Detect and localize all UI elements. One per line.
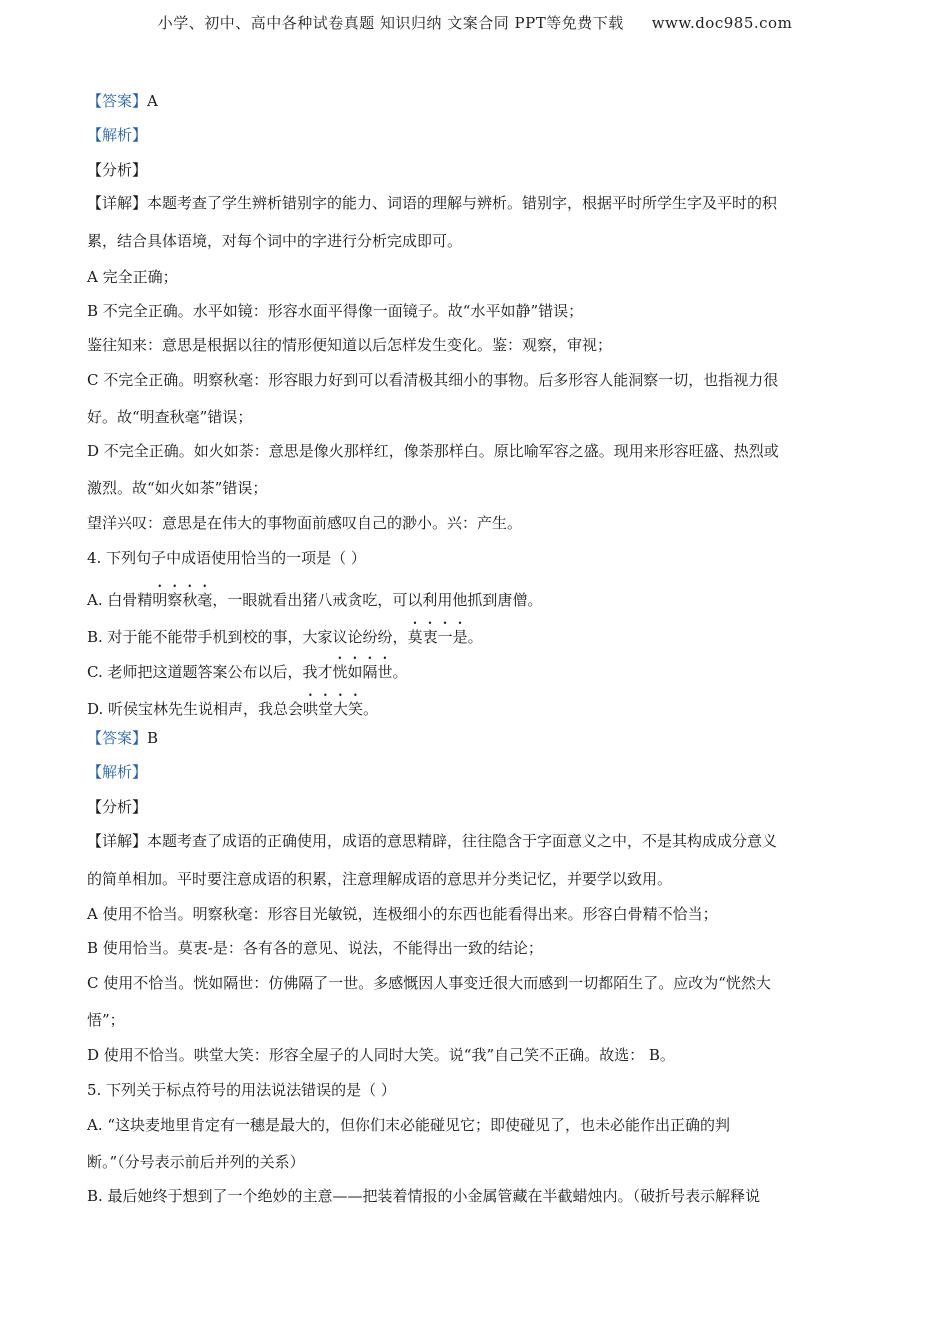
option-text: 。: [363, 700, 379, 718]
answer-line: [87, 90, 158, 111]
option-text: 。: [392, 663, 408, 681]
q5-option-a: A. “这块麦地里肯定有一穗是最大的，但你们末必能碰见它；即使碰见了，也未必能作出正确的判: [87, 1116, 731, 1134]
option-text: B. 对于能不能带手机到校的事，大家议论纷纷，: [87, 628, 408, 646]
analysis-tag-4: 【解析】: [87, 763, 148, 781]
explain4-a: A 使用不恰当。明察秋毫：形容目光敏锐，连极细小的东西也能看得出来。形容白骨精不恰当；: [87, 905, 718, 923]
option-a: [87, 582, 542, 610]
detail-text: 本题考查了学生辨析错别字的能力、词语的理解与辨析。错别字，根据平时所学生字及平时的积: [147, 194, 778, 212]
option-text: 。: [467, 628, 483, 646]
option-c: [87, 654, 408, 682]
detail-line-4: [87, 830, 777, 851]
option-d: [87, 691, 378, 719]
explain4-b: B 使用恰当。莫衷-是：各有各的意见、说法，不能得出一致的结论；: [87, 939, 543, 957]
q5-option-b: B. 最后她终于想到了一个绝妙的主意——把装着情报的小金属管藏在半截蜡烛内。（破折号表示解释说: [87, 1187, 761, 1205]
explain4-c2: 悟”；: [87, 1011, 125, 1029]
fenxi-tag-4: 【分析】: [87, 798, 148, 816]
explain-d3: 望洋兴叹：意思是在伟大的事物面前感叹自己的渺小。兴：产生。: [87, 514, 523, 532]
explain-d1: D 不完全正确。如火如荼：意思是像火那样红，像荼那样白。原比喻军容之盛。现用来形容旺盛、热烈或: [87, 442, 779, 460]
explain-c2: 好。故“明查秋毫”错误；: [87, 408, 253, 426]
explain-b2: 鉴往知来：意思是根据以往的情形便知道以后怎样发生变化。鉴：观察，审视；: [87, 336, 613, 354]
header-site: www.doc985.com: [651, 14, 793, 32]
detail-tag: 【详解】: [87, 194, 148, 212]
option-text: C. 老师把这道题答案公布以后，我才: [87, 663, 333, 681]
emphasized-idiom: 哄堂大笑: [303, 700, 364, 718]
option-text: A. 白骨精: [87, 591, 153, 609]
option-text: D. 听侯宝林先生说相声，我总会: [87, 700, 304, 718]
explain-c1: C 不完全正确。明察秋毫：形容眼力好到可以看清极其细小的事物。后多形容人能洞察一切，也指视力很: [87, 371, 779, 389]
detail-line-2: 累，结合具体语境，对每个词中的字进行分析完成即可。: [87, 232, 463, 250]
explain-a: A 完全正确；: [87, 268, 178, 286]
explain-d2: 激烈。故“如火如茶”错误；: [87, 479, 268, 497]
emphasized-idiom: 恍如隔世: [332, 663, 393, 681]
option-text: ，一眼就看出猪八戒贪吃，可以利用他抓到唐僧。: [212, 591, 543, 609]
page-header: [0, 12, 950, 33]
analysis-tag: 【解析】: [87, 126, 148, 144]
answer-value: B: [147, 729, 159, 747]
explain4-c1: C 使用不恰当。恍如隔世：仿佛隔了一世。多感慨因人事变迁很大而感到一切都陌生了。应改为“恍然大: [87, 974, 771, 992]
emphasized-idiom: 明察秋毫: [152, 591, 213, 609]
emphasized-idiom: 莫衷一是: [407, 628, 468, 646]
header-text: 小学、初中、高中各种试卷真题 知识归纳 文案合同 PPT等免费下载: [157, 14, 624, 32]
answer-line-4: [87, 727, 158, 748]
q5-option-a-cont: 断。”（分号表示前后并列的关系）: [87, 1153, 305, 1171]
question-4-stem: 4. 下列句子中成语使用恰当的一项是（ ）: [87, 549, 366, 567]
detail-text: 本题考查了成语的正确使用，成语的意思精辟，往往隐含于字面意义之中，不是其构成成分意义: [147, 832, 778, 850]
answer-tag: 【答案】: [87, 92, 148, 110]
question-5-stem: 5. 下列关于标点符号的用法说法错误的是（ ）: [87, 1081, 396, 1099]
explain-b: B 不完全正确。水平如镜：形容水面平得像一面镜子。故“水平如静”错误；: [87, 302, 584, 320]
answer-value: A: [147, 92, 158, 110]
option-b: [87, 619, 483, 647]
detail-line-4b: 的简单相加。平时要注意成语的积累，注意理解成语的意思并分类记忆，并要学以致用。: [87, 870, 673, 888]
answer-tag: 【答案】: [87, 729, 148, 747]
fenxi-tag: 【分析】: [87, 161, 148, 179]
explain4-d: D 使用不恰当。哄堂大笑：形容全屋子的人同时大笑。说“我”自己笑不正确。故选： B。: [87, 1046, 675, 1064]
detail-line: [87, 192, 777, 213]
detail-tag: 【详解】: [87, 832, 148, 850]
